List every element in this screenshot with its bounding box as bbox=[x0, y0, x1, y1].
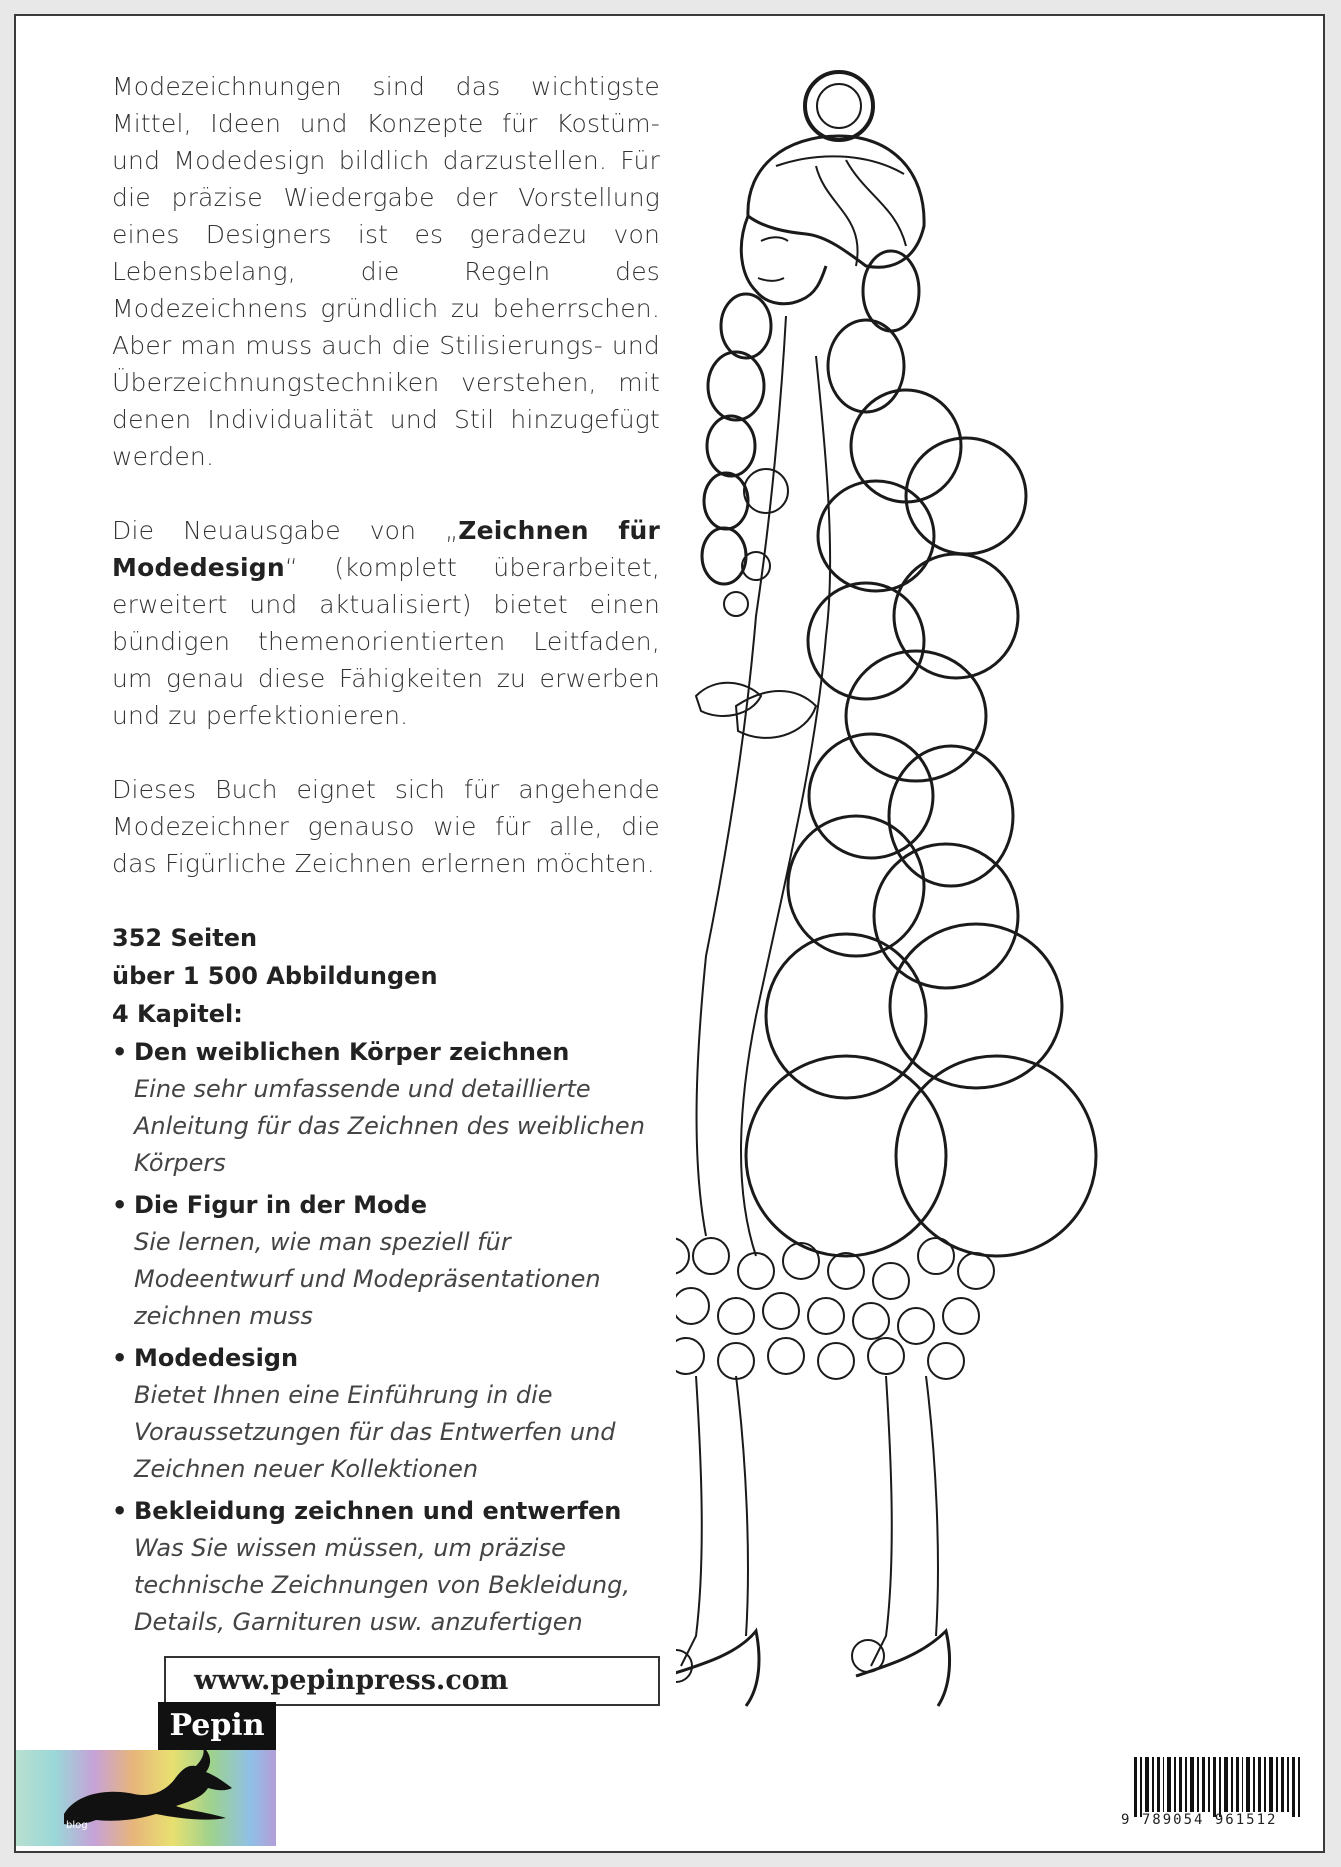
intro-paragraph: Modezeichnungen sind das wichtigste Mittel, Ideen und Konzepte für Kostüm- und Modedesign bildlich darzustellen. Für die präzise Wiedergabe der Vorstellung eines Designers ist es geradezu von Lebensbelang, die Regeln des Modezeichnens gründlich zu beherrschen. Aber man muss auch die Stilisierungs- und Überzeichnungstechniken verstehen, mit denen Individualität und Stil hinzugefügt werden. bbox=[112, 72, 660, 471]
chapter-list bbox=[112, 1033, 660, 1641]
chapter-item bbox=[112, 1186, 660, 1335]
chapter-item bbox=[112, 1033, 660, 1182]
watermark-text: blog bbox=[66, 1820, 88, 1831]
rabbit-logo-icon bbox=[56, 1702, 276, 1832]
page-count: 352 Seiten bbox=[112, 924, 258, 952]
website-link[interactable]: www.pepinpress.com bbox=[164, 1656, 660, 1706]
audience-paragraph: Dieses Buch eignet sich für angehende Modezeichner genauso wie für alle, die das Figürliche Zeichnen erlernen möchten. bbox=[112, 775, 660, 878]
edition-paragraph bbox=[112, 512, 660, 734]
fashion-figure-illustration bbox=[676, 56, 1325, 1816]
illustration-count: über 1 500 Abbildungen bbox=[112, 962, 438, 990]
book-back-cover bbox=[14, 14, 1325, 1853]
publisher-logo-text: Pepin bbox=[158, 1702, 276, 1750]
chapter-title: • Modedesign bbox=[112, 1339, 660, 1377]
book-title: Zeichnen für Modedesign bbox=[112, 516, 660, 582]
chapter-description: Eine sehr umfassende und detaillierte Anleitung für das Zeichnen des weiblichen Körpers bbox=[134, 1075, 645, 1177]
chapter-count: 4 Kapitel: bbox=[112, 1000, 243, 1028]
chapter-title: • Bekleidung zeichnen und entwerfen bbox=[112, 1492, 660, 1530]
barcode-number: 9 789054 961512 bbox=[1121, 1812, 1278, 1828]
chapter-title: • Den weiblichen Körper zeichnen bbox=[112, 1033, 660, 1071]
description-column bbox=[112, 68, 660, 1645]
edition-prefix: Die Neuausgabe von „ bbox=[112, 516, 459, 545]
book-facts bbox=[112, 919, 660, 1033]
chapter-item bbox=[112, 1492, 660, 1641]
chapter-item bbox=[112, 1339, 660, 1488]
edition-suffix: “ (komplett überarbeitet, erweitert und aktualisiert) bietet einen bündigen themenorientierten Leitfaden, um genau diese Fähigkeiten zu erwerben und zu perfektionieren. bbox=[112, 553, 660, 730]
chapter-title: • Die Figur in der Mode bbox=[112, 1186, 660, 1224]
chapter-description: Was Sie wissen müssen, um präzise technische Zeichnungen von Bekleidung, Details, Garnituren usw. anzufertigen bbox=[134, 1534, 630, 1636]
chapter-description: Bietet Ihnen eine Einführung in die Voraussetzungen für das Entwerfen und Zeichnen neuer Kollektionen bbox=[134, 1381, 616, 1483]
chapter-description: Sie lernen, wie man speziell für Modeentwurf und Modepräsentationen zeichnen muss bbox=[134, 1228, 601, 1330]
